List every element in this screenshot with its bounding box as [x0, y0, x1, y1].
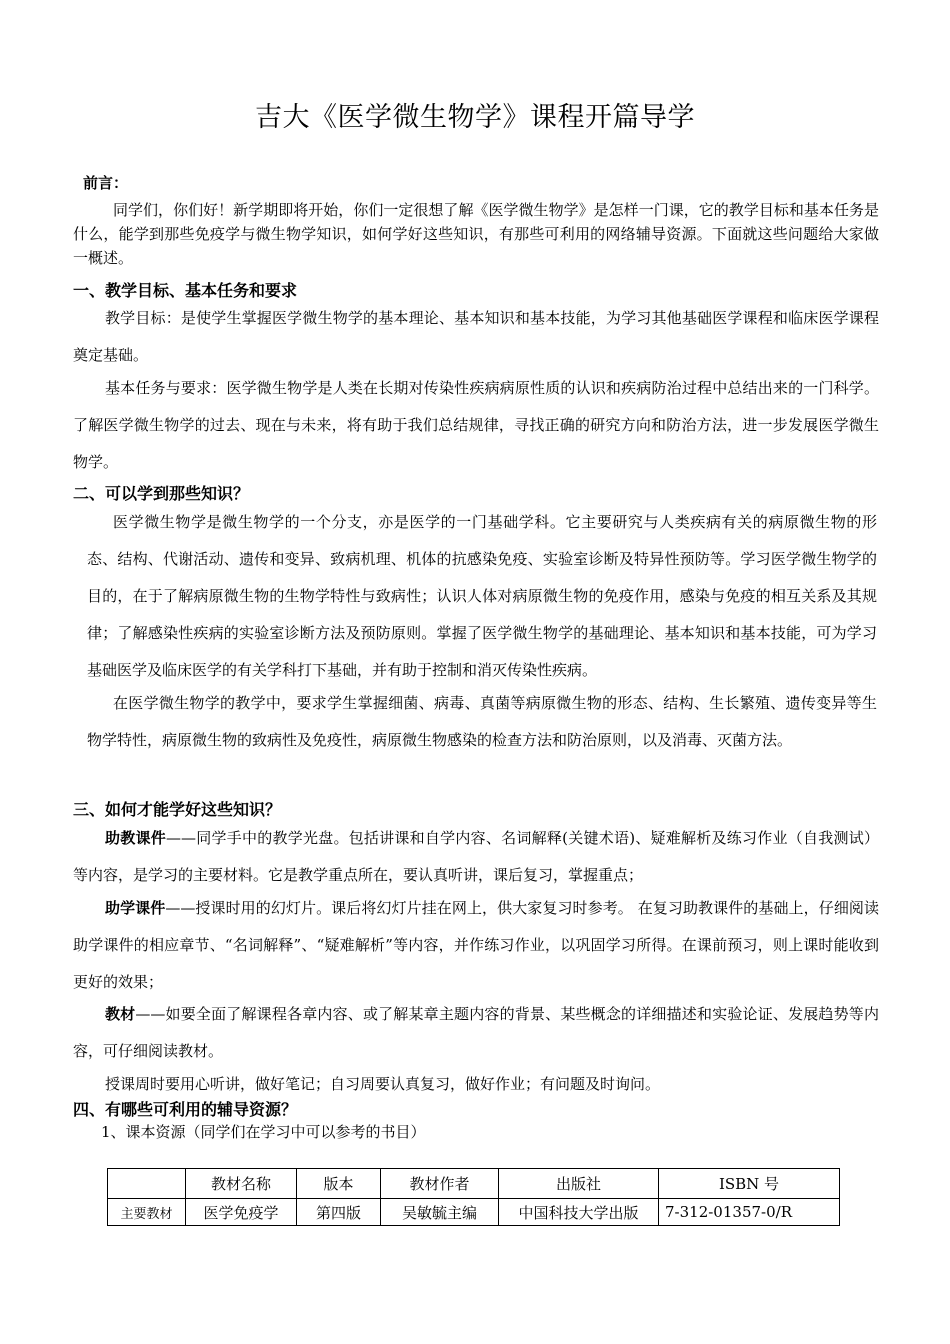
courseware-desc: ——同学手中的教学光盘。包括讲课和自学内容、名词解释(关键术语)、疑难解析及练习作业（自我测试）等内容，是学习的主要材料。它是教学重点所在，要认真听讲，课后复习，掌握重点；: [73, 829, 879, 884]
section2-heading: 二、可以学到那些知识？: [73, 484, 250, 503]
table-cell: 主要教材: [108, 1199, 186, 1226]
section4-sub1: 1、课本资源（同学们在学习中可以参考的书目）: [101, 1123, 426, 1141]
table-header-cell: 教材名称: [186, 1169, 297, 1199]
table-header-row: [108, 1169, 840, 1199]
table-cell: 医学免疫学: [186, 1199, 297, 1226]
table-header-cell: [108, 1169, 186, 1199]
section3-item-textbook: [73, 996, 879, 1070]
section3-heading: 三、如何才能学好这些知识？: [73, 800, 282, 819]
section1-paragraph-tasks: 基本任务与要求：医学微生物学是人类在长期对传染性疾病病原性质的认识和疾病防治过程中总结出来的一门科学。了解医学微生物学的过去、现在与未来，将有助于我们总结规律，寻找正确的研究方向和防治方法，进一步发展医学微生物学。: [73, 379, 879, 471]
table-header-cell: 教材作者: [381, 1169, 499, 1199]
table-cell: 吴敏毓主编: [381, 1199, 499, 1226]
document-title: 吉大《医学微生物学》课程开篇导学: [255, 102, 695, 133]
section1-heading: 一、教学目标、基本任务和要求: [73, 281, 298, 300]
textbook-table: [107, 1168, 840, 1226]
table-cell: 7-312-01357-0/R: [659, 1199, 840, 1226]
table-header-cell: 版本: [297, 1169, 381, 1199]
section3-item-courseware: [73, 820, 879, 894]
section2-paragraph-1: 医学微生物学是微生物学的一个分支，亦是医学的一门基础学科。它主要研究与人类疾病有关的病原微生物的形态、结构、代谢活动、遗传和变异、致病机理、机体的抗感染免疫、实验室诊断及特异性预防等。学习医学微生物学的目的，在于了解病原微生物的生物学特性与致病性；认识人体对病原微生物的免疫作用，感染与免疫的相互关系及其规律；了解感染性疾病的实验室诊断方法及预防原则。掌握了医学微生物学的基础理论、基本知识和基本技能，可为学习基础医学及临床医学的有关学科打下基础，并有助于控制和消灭传染性疾病。: [87, 513, 877, 679]
table-row: [108, 1199, 840, 1226]
table-header-cell: 出版社: [499, 1169, 659, 1199]
slides-desc: ——授课时用的幻灯片。课后将幻灯片挂在网上，供大家复习时参考。 在复习助教课件的基础上，仔细阅读助学课件的相应章节、“名词解释”、“疑难解析”等内容，并作练习作业，以巩固学习所得。在课前预习，则上课时能收到更好的效果；: [73, 899, 879, 991]
preface-text: 同学们，你们好！新学期即将开始，你们一定很想了解《医学微生物学》是怎样一门课，它的教学目标和基本任务是什么，能学到那些免疫学与微生物学知识，如何学好这些知识，有那些可利用的网络辅导资源。下面就这些问题给大家做一概述。: [73, 201, 879, 267]
textbook-term: 教材: [105, 1005, 136, 1023]
section3-item-slides: [73, 890, 879, 1001]
section1-paragraph-goal: 教学目标：是使学生掌握医学微生物学的基本理论、基本知识和基本技能，为学习其他基础医学课程和临床医学课程奠定基础。: [73, 309, 879, 364]
textbook-desc: ——如要全面了解课程各章内容、或了解某章主题内容的背景、某些概念的详细描述和实验论证、发展趋势等内容，可仔细阅读教材。: [73, 1005, 879, 1060]
section3-closing: 授课周时要用心听讲，做好笔记；自习周要认真复习，做好作业；有问题及时询问。: [105, 1075, 661, 1093]
table-header-cell: ISBN 号: [659, 1169, 840, 1199]
section2-paragraph-2: 在医学微生物学的教学中，要求学生掌握细菌、病毒、真菌等病原微生物的形态、结构、生长繁殖、遗传变异等生物学特性，病原微生物的致病性及免疫性，病原微生物感染的检查方法和防治原则，以及消毒、灭菌方法。: [87, 694, 877, 749]
courseware-term: 助教课件: [105, 829, 166, 847]
slides-term: 助学课件: [105, 899, 166, 917]
table-cell: 第四版: [297, 1199, 381, 1226]
preface-label: 前言：: [83, 174, 129, 192]
table-cell: 中国科技大学出版: [499, 1199, 659, 1226]
section4-heading: 四、有哪些可利用的辅导资源？: [73, 1100, 298, 1119]
